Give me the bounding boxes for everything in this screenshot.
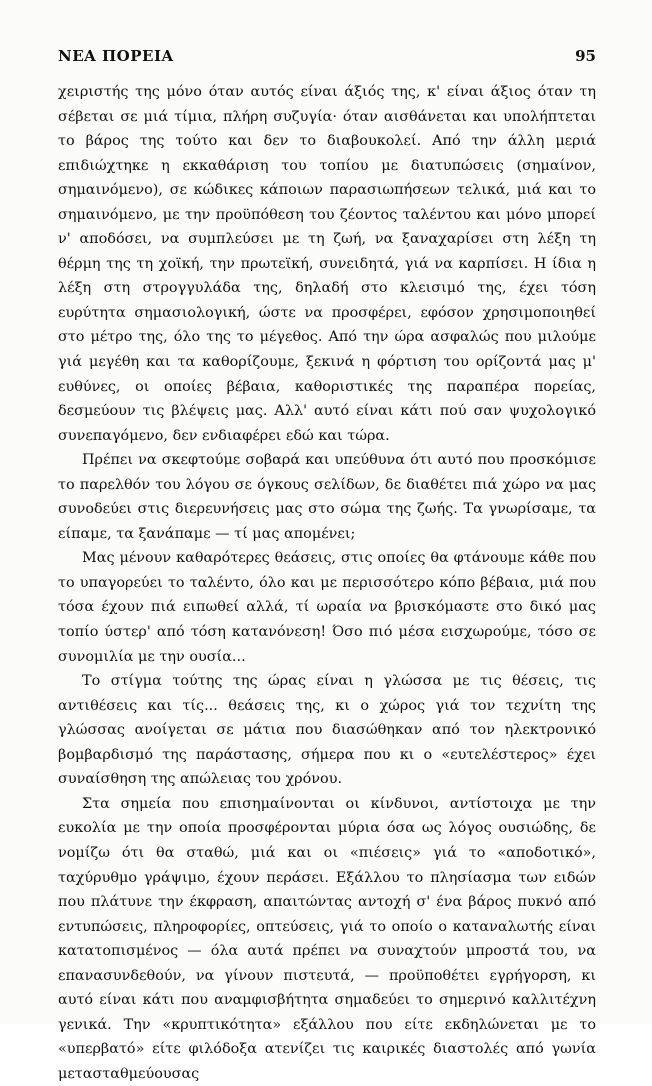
paragraph: Το στίγμα τούτης της ώρας είναι η γλώσσα με τις θέσεις, τις αντιθέσεις και τίς... θεάσεις της, κι ο χώρος γιά τον τεχνίτη της γλώσσας ανοίγεται σε μάτια που διασώθηκαν από τον ηλεκτρονικό βομβαρδισμό της παράστασης, σήμερα που κι ο «ευτελέστερος» έχει συναίσθηση της απώλειας του χρόνου.	[58, 673, 596, 788]
running-head: ΝΕΑ ΠΟΡΕΙΑ	[58, 47, 174, 65]
page-number: 95	[575, 47, 596, 65]
paragraph: Πρέπει να σκεφτούμε σοβαρά και υπεύθυνα ότι αυτό που προσκόμισε το παρελθόν του λόγου σε όγκους σελίδων, δε διαθέτει πιά χώρο να μας συνοδεύει στις διερευνήσεις μας στο σώμα της ζωής. Τα γνωρίσαμε, τα είπαμε, τα ξανάπαμε — τί μας απομένει;	[58, 452, 596, 542]
body-text	[58, 80, 596, 1086]
paragraph: χειριστής της μόνο όταν αυτός είναι άξιός της, κ' είναι άξιος όταν τη σέβεται σε μιά τίμια, πλήρη συζυγία· όταν αισθάνεται και υπολήπτεται το βάρος της τούτο και δεν το διαβουκολεί. Από την άλλη μεριά επιδιώχτηκε η εκκαθάριση του τοπίου με διατυπώσεις (σημαίνον, σημαινόμενο), σε κώδικες κάποιων παρασιωπήσεων τελικά, μιά και το σημαινόμενο, με την προϋπόθεση του ζέοντος ταλέντου και μόνο μπορεί ν' αποδόσει, να συμπλεύσει με τη ζωή, να ξαναχαρίσει στη λέξη τη θέρμη της τη χοϊκή, την πρωτεϊκή, συνειδητά, γιά να καρπίσει. Η ίδια η λέξη στη στρογγυλάδα της, δηλαδή στο κλεισιμό της, έχει τόση ευρύτητα σημασιολογική, ώστε να προσφέρει, εφόσον χρησιμοποιηθεί στο μέτρο της, όλο της το μέγεθος. Από την ώρα ασφαλώς που μιλούμε γιά μεγέθη και τα καθορίζουμε, ξεκινά η φόρτιση του ορίζοντά μας μ' ευθύνες, οι οποίες βέβαια, καθοριστικές της παραπέρα πορείας, δεσμεύουν τις βλέψεις μας. Αλλ' αυτό είναι κάτι πού σαν ψυχολογικό συνεπαγόμενο, δεν ενδιαφέρει εδώ και τώρα.	[58, 84, 596, 444]
paragraph: Στα σημεία που επισημαίνονται οι κίνδυνοι, αντίστοιχα με την ευκολία με την οποία προσφέρονται μύρια όσα ως λόγος ουσιώδης, δε νομίζω ότι θα σταθώ, μιά και οι «πιέσεις» γιά το «αποδοτικό», ταχύρυθμο γράψιμο, έχουν περάσει. Εξάλλου το πλησίασμα των ειδών που πλάτυνε την έκφραση, απαιτώντας αντοχή σ' ένα βάρος πυκνό από εντυπώσεις, πληροφορίες, οπτεύσεις, γιά το οποίο ο καταναλωτής είναι κατατοπισμένος — όλα αυτά πρέπει να συναχτούν μπροστά του, να επανασυνδεθούν, να γίνουν πιστευτά, — προϋποθέτει εγρήγορση, κι αυτό είναι κάτι που αναμφισβήτητα σημαδεύει το σημερινό καλλιτέχνη γενικά. Την «κρυπτικότητα» εξάλλου που είτε εκδηλώνεται με το «υπερβατό» είτε φιλόδοξα ατενίζει τις καιρικές διαστολές από γωνία μετασταθμεύουσας	[58, 795, 596, 1082]
page-header	[58, 47, 596, 69]
paragraph: Μας μένουν καθαρότερες θεάσεις, στις οποίες θα φτάνουμε κάθε που το υπαγορεύει το ταλέντο, όλο και με περισσότερο κόπο βέβαια, μιά που τόσα έχουν πιά ειπωθεί αλλά, τί ωραία να βρισκόμαστε στο δικό μας τοπίο ύστερ' από τόση κατανόνεση! Όσο πιό μέσα εισχωρούμε, τόσο σε συνομιλία με την ουσία...	[58, 550, 596, 665]
